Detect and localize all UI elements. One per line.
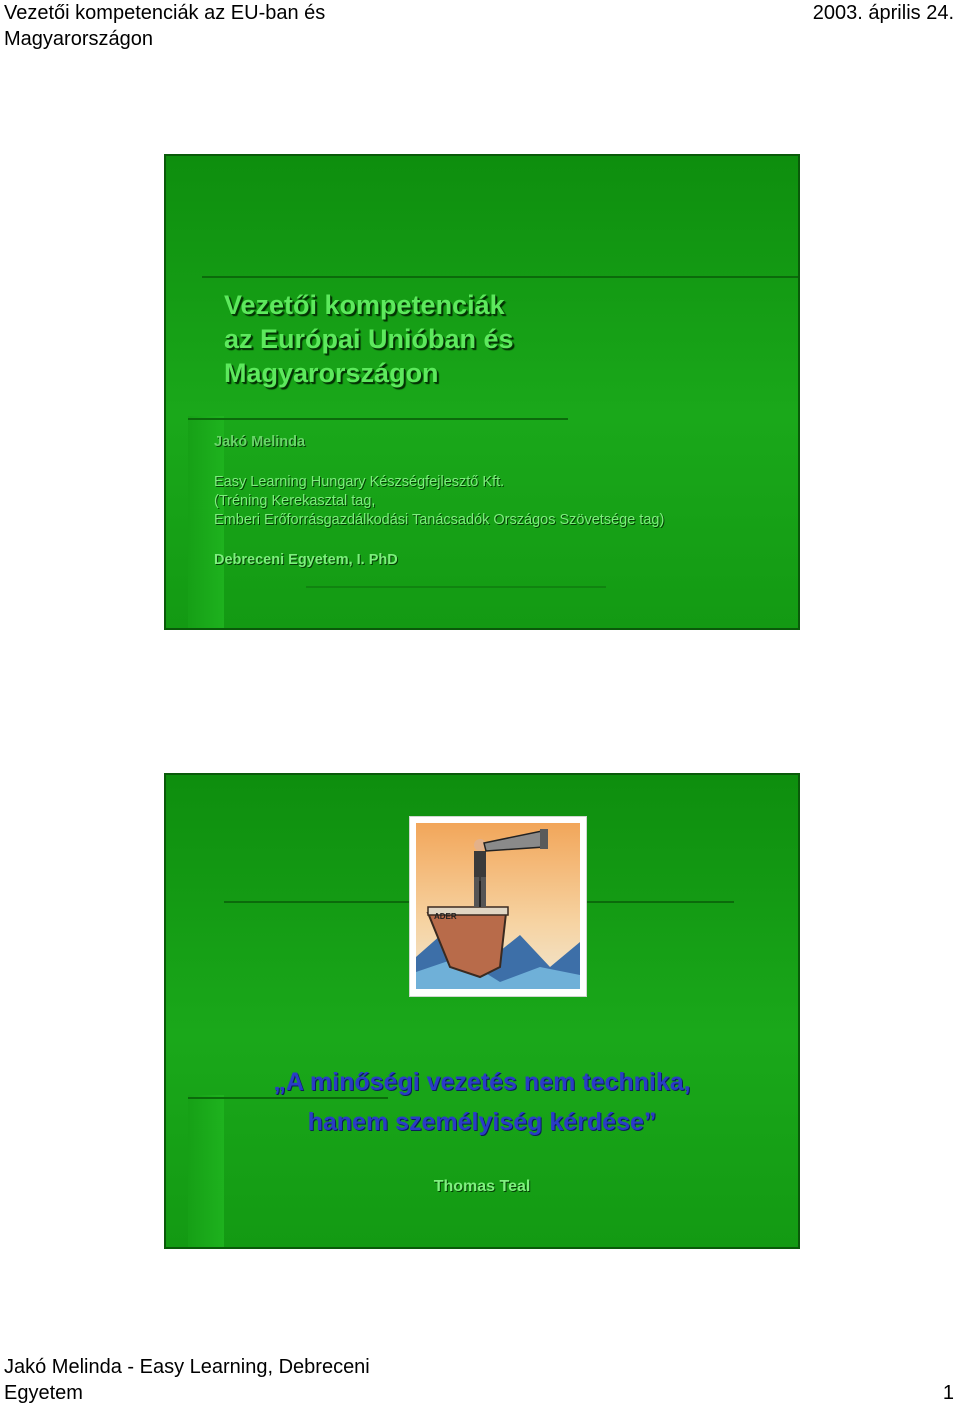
- header-title-line-1: Vezetői kompetenciák az EU-ban és: [4, 2, 326, 24]
- quote-text: [166, 1062, 798, 1142]
- organization-line: (Tréning Kerekasztal tag,: [214, 493, 376, 509]
- university-line: Debreceni Egyetem, I. PhD: [214, 552, 398, 568]
- page-number: 1: [942, 1382, 954, 1404]
- ship-label: ADER: [434, 912, 457, 921]
- header-title-line-2: Magyarországon: [4, 28, 153, 50]
- organization-line: Easy Learning Hungary Készségfejlesztő Kft.: [214, 474, 505, 490]
- quote-author: Thomas Teal: [433, 1178, 531, 1195]
- slide-decoration-line: [306, 586, 606, 588]
- author-name: Jakó Melinda: [214, 434, 306, 450]
- organization-block: [214, 473, 664, 530]
- page-footer-author: [4, 1354, 370, 1406]
- slide-decoration-line: [202, 276, 800, 278]
- organization-line: Emberi Erőforrásgazdálkodási Tanácsadók Országos Szövetsége tag): [214, 512, 665, 528]
- slide-1: [164, 154, 800, 630]
- page-header-title: [4, 0, 325, 52]
- footer-line-1: Jakó Melinda - Easy Learning, Debreceni: [4, 1356, 370, 1378]
- slide-title-line: Magyarországon: [224, 358, 439, 388]
- leader-with-telescope-icon: [410, 817, 586, 996]
- quote-line: „A minőségi vezetés nem technika,: [273, 1068, 691, 1096]
- header-date: 2003. április 24.: [812, 2, 954, 24]
- slide-title: [224, 288, 514, 390]
- slide-title-line: az Európai Unióban és: [224, 324, 514, 354]
- footer-line-2: Egyetem: [4, 1382, 83, 1404]
- slide-2: [164, 773, 800, 1249]
- slide-decoration-line: [188, 418, 568, 420]
- leader-illustration: [409, 816, 587, 997]
- quote-line: hanem személyiség kérdése”: [307, 1108, 657, 1136]
- slide-title-line: Vezetői kompetenciák: [224, 290, 505, 320]
